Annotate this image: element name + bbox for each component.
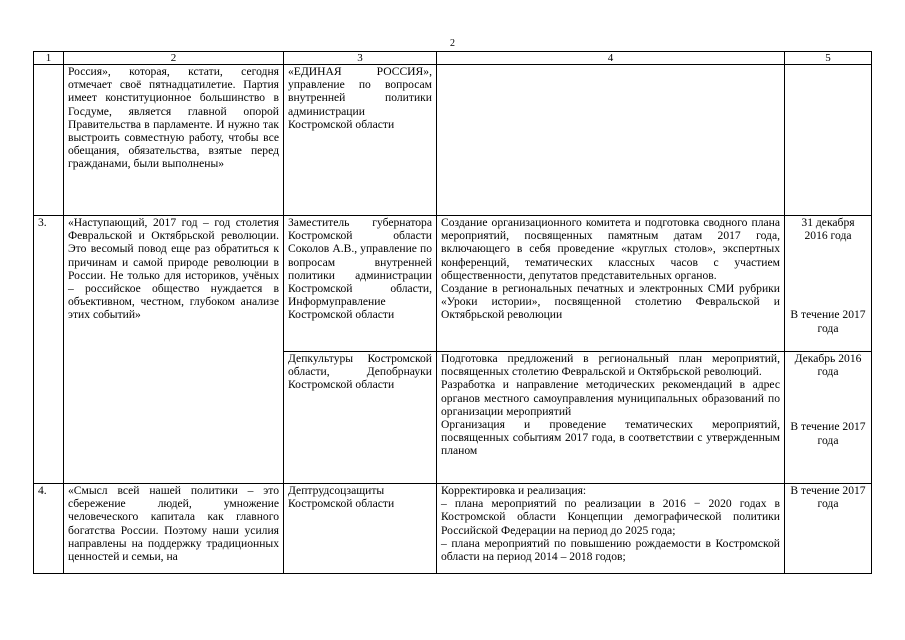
action-text: – плана мероприятий по повышению рождаемости в Костромской области на период 2014 – 2018 годов; bbox=[441, 536, 780, 564]
page-number: 2 bbox=[450, 38, 455, 49]
actions-cell bbox=[437, 65, 785, 216]
header-col-1: 1 bbox=[34, 52, 64, 65]
header-col-5: 5 bbox=[785, 52, 872, 65]
responsible-cell: Депкультуры Костромской области, Депобрнауки Костромской области bbox=[284, 352, 437, 484]
action-text: – плана мероприятий по реализации в 2016 − 2020 годах в Костромской области Концепции демографической политики Российской Федерации на период до 2025 года; bbox=[441, 497, 780, 537]
action-text: Разработка и направление методических рекомендаций в адрес органов местного самоуправления муниципальных образований по организации мероприятий bbox=[441, 378, 780, 418]
action-text: Создание в региональных печатных и электронных СМИ рубрики «Уроки истории», посвященной столетию Февральской и Октябрьской революции bbox=[441, 282, 780, 322]
plan-table bbox=[33, 51, 872, 574]
row-number-cell: 3. bbox=[34, 216, 64, 484]
table-row bbox=[34, 484, 872, 574]
row-number-cell bbox=[34, 65, 64, 216]
responsible-cell: Дептрудсоцзащиты Костромской области bbox=[284, 484, 437, 574]
header-col-3: 3 bbox=[284, 52, 437, 65]
header-col-4: 4 bbox=[437, 52, 785, 65]
deadline-cell bbox=[785, 65, 872, 216]
deadline-cell bbox=[785, 352, 872, 484]
actions-cell bbox=[437, 484, 785, 574]
deadline-text: 31 декабря 2016 года bbox=[801, 216, 855, 243]
actions-cell bbox=[437, 216, 785, 352]
table-row bbox=[34, 65, 872, 216]
action-text: Организация и проведение тематических мероприятий, посвященных событиям 2017 года, в соответствии с утвержденным планом bbox=[441, 418, 780, 458]
actions-cell bbox=[437, 352, 785, 484]
quote-cell: Россия», которая, кстати, сегодня отмечает своё пятнадцатилетие. Партия имеет конституционное большинство в Госдуме, является главной опорой Правительства в парламенте. И нужно так выстроить совместную работу, чтобы все обещания, обязательства, взятые перед гражданами, были выполнены» bbox=[64, 65, 284, 216]
header-col-2: 2 bbox=[64, 52, 284, 65]
table-header-row bbox=[34, 52, 872, 65]
deadline-text: В течение 2017 года bbox=[790, 308, 866, 335]
responsible-cell: «ЕДИНАЯ РОССИЯ», управление по вопросам внутренней политики администрации Костромской области bbox=[284, 65, 437, 216]
row-number-cell: 4. bbox=[34, 484, 64, 574]
action-text: Корректировка и реализация: bbox=[441, 484, 587, 497]
quote-cell: «Наступающий, 2017 год – год столетия Февральской и Октябрьской революции. Это весомый повод еще раз обратиться к причинам и самой природе революции в России. Не только для историков, учёных – российское общество нуждается в объективном, честном, глубоком анализе этих событий» bbox=[64, 216, 284, 484]
deadline-cell: В течение 2017 года bbox=[785, 484, 872, 574]
responsible-cell: Заместитель губернатора Костромской области Соколов А.В., управление по вопросам внутренней политики администрации Костромской области, Информуправление Костромской области bbox=[284, 216, 437, 352]
table-row bbox=[34, 216, 872, 352]
quote-cell: «Смысл всей нашей политики – это сбережение людей, умножение человеческого капитала как главного богатства России. Поэтому наши усилия направлены на поддержку традиционных ценностей и семьи, на bbox=[64, 484, 284, 574]
deadline-cell bbox=[785, 216, 872, 352]
action-text: Подготовка предложений в региональный план мероприятий, посвященных столетию Февральской и Октябрьской революций. bbox=[441, 352, 780, 379]
deadline-text: Декабрь 2016 года bbox=[794, 352, 862, 379]
action-text: Создание организационного комитета и подготовка сводного плана мероприятий, посвященных памятным датам 2017 года, включающего в себя проведение «круглых столов», экспертных конференций, тематических классных часов с участием общественности, депутатов представительных органов. bbox=[441, 216, 780, 282]
deadline-text: В течение 2017 года bbox=[790, 420, 866, 447]
